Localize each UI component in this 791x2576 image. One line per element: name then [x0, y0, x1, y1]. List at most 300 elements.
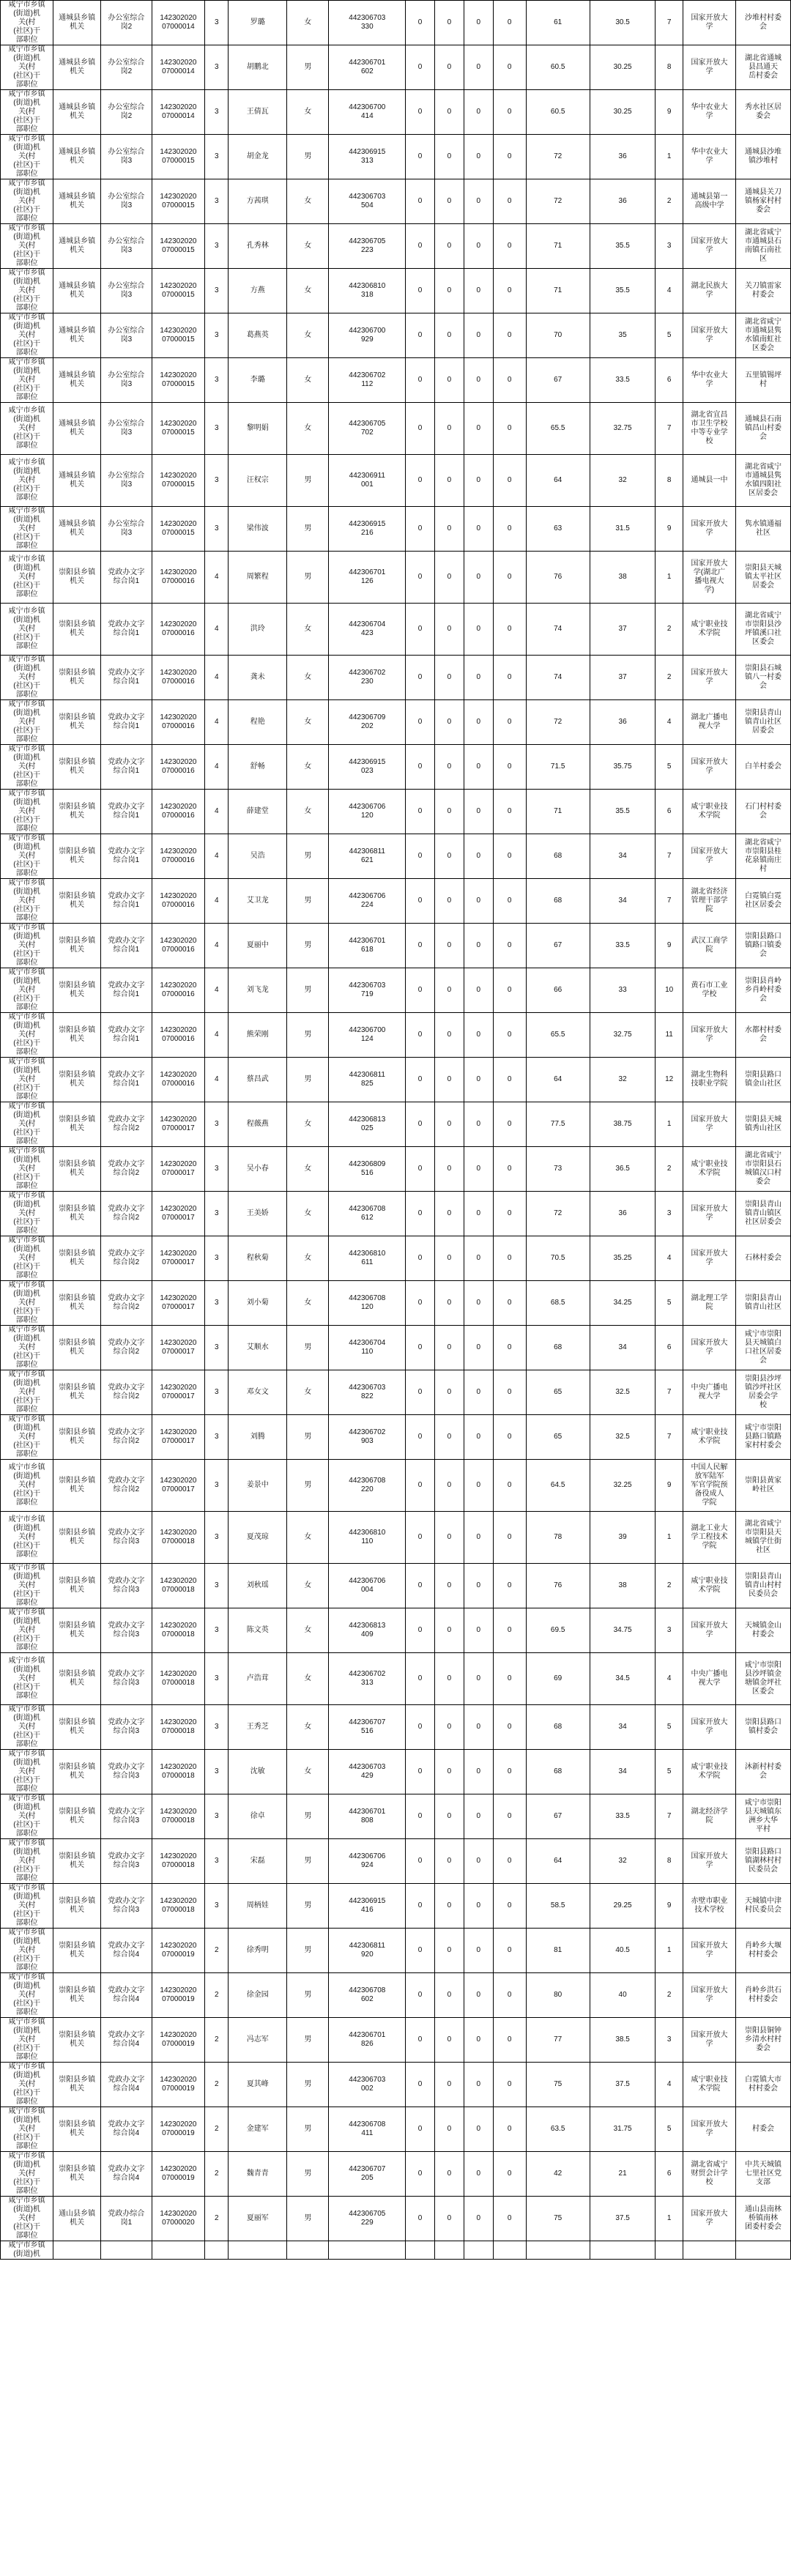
table-row [1, 1, 791, 45]
exam-id-cell: 442306703 429 [329, 1750, 406, 1794]
gender-cell: 男 [287, 1839, 329, 1884]
weighted-score-cell: 37.5 [590, 2063, 656, 2107]
department-cell: 崇阳县乡镇 机关 [53, 745, 101, 790]
score-d-cell: 0 [493, 1192, 526, 1236]
rank-cell: 8 [656, 455, 683, 507]
hire-count-cell: 3 [205, 1653, 229, 1705]
written-score-cell: 77 [526, 2018, 590, 2063]
score-c-cell: 0 [464, 1608, 493, 1653]
exam-id-cell: 442306813 409 [329, 1608, 406, 1653]
department-cell: 崇阳县乡镇 机关 [53, 1884, 101, 1929]
score-d-cell: 0 [493, 1415, 526, 1460]
candidate-name-cell: 程艳 [229, 700, 287, 745]
post-cell: 咸宁市乡镇 (街道)机 关(村 (社区)干 部职位 [1, 1512, 53, 1564]
work-unit-cell: 白霓镇白霓 社区居委会 [736, 879, 791, 924]
score-d-cell: 0 [493, 224, 526, 269]
exam-id-cell: 442306704 423 [329, 604, 406, 656]
exam-id-cell: 442306707 516 [329, 1705, 406, 1750]
work-unit-cell: 秀水社区居 委会 [736, 90, 791, 135]
written-score-cell: 71.5 [526, 745, 590, 790]
score-d-cell: 0 [493, 604, 526, 656]
hire-count-cell: 3 [205, 135, 229, 179]
department-cell: 通城县乡镇 机关 [53, 90, 101, 135]
work-unit-cell: 崇阳县路口 镇路口镇委 会 [736, 924, 791, 968]
weighted-score-cell: 37 [590, 604, 656, 656]
score-c-cell: 0 [464, 2018, 493, 2063]
table-row [1, 1281, 791, 1326]
position-code-cell: 142302020 07000018 [152, 1608, 204, 1653]
department-cell: 崇阳县乡镇 机关 [53, 1370, 101, 1415]
weighted-score-cell: 40 [590, 1973, 656, 2018]
post-cell: 咸宁市乡镇 (街道)机 关(村 (社区)干 部职位 [1, 1058, 53, 1102]
post-cell: 咸宁市乡镇 (街道)机 关(村 (社区)干 部职位 [1, 2018, 53, 2063]
gender-cell: 女 [287, 790, 329, 834]
score-b-cell: 0 [435, 1236, 464, 1281]
position-name-cell: 党政办文字 综合岗2 [101, 1281, 152, 1326]
score-d-cell: 0 [493, 834, 526, 879]
score-c-cell: 0 [464, 1973, 493, 2018]
position-name-cell: 党政办文字 综合岗3 [101, 1564, 152, 1608]
gender-cell: 女 [287, 1705, 329, 1750]
written-score-cell: 72 [526, 1192, 590, 1236]
position-code-cell: 142302020 07000019 [152, 2018, 204, 2063]
score-d-cell: 0 [493, 700, 526, 745]
work-unit-cell: 崇阳县黄家 岭社区 [736, 1460, 791, 1512]
department-cell: 崇阳县乡镇 机关 [53, 604, 101, 656]
position-code-cell: 142302020 07000015 [152, 455, 204, 507]
hire-count-cell: 3 [205, 1147, 229, 1192]
score-d-cell: 0 [493, 313, 526, 358]
position-name-cell: 党政办文字 综合岗3 [101, 1512, 152, 1564]
exam-id-cell: 442306915 023 [329, 745, 406, 790]
post-cell: 咸宁市乡镇 (街道)机 关(村 (社区)干 部职位 [1, 1839, 53, 1884]
rank-cell: 3 [656, 2018, 683, 2063]
exam-id-cell: 442306705 229 [329, 2197, 406, 2241]
hire-count-cell: 3 [205, 1370, 229, 1415]
post-cell: 咸宁市乡镇 (街道)机 关(村 (社区)干 部职位 [1, 1, 53, 45]
rank-cell: 5 [656, 1750, 683, 1794]
work-unit-cell: 崇阳县铜钟 乡清水村村 委会 [736, 2018, 791, 2063]
candidate-name-cell: 沈敏 [229, 1750, 287, 1794]
work-unit-cell: 咸宁市崇阳 县沙坪镇金 塘镇金坪社 区委会 [736, 1653, 791, 1705]
score-a-cell: 0 [406, 1884, 435, 1929]
weighted-score-cell: 32.75 [590, 403, 656, 455]
post-cell: 咸宁市乡镇 (街道)机 关(村 (社区)干 部职位 [1, 1884, 53, 1929]
score-b-cell: 0 [435, 403, 464, 455]
score-d-cell: 0 [493, 2063, 526, 2107]
score-a-cell: 0 [406, 269, 435, 313]
table-row [1, 1147, 791, 1192]
candidate-name-cell: 徐秀明 [229, 1929, 287, 1973]
work-unit-cell: 崇阳县青山 镇青山镇区 社区居委会 [736, 1192, 791, 1236]
score-c-cell: 0 [464, 313, 493, 358]
school-cell: 湖北经济学 院 [683, 1794, 735, 1839]
position-code-cell: 142302020 07000020 [152, 2197, 204, 2241]
exam-id-cell: 442306706 120 [329, 790, 406, 834]
weighted-score-cell: 38 [590, 1564, 656, 1608]
gender-cell: 男 [287, 1973, 329, 2018]
weighted-score-cell: 36 [590, 179, 656, 224]
work-unit-cell: 咸宁市崇阳 县天城镇白 口社区居委 会 [736, 1326, 791, 1370]
work-unit-cell: 崇阳县路口 镇金山社区 [736, 1058, 791, 1102]
candidate-name-cell: 孔秀林 [229, 224, 287, 269]
written-score-cell: 71 [526, 269, 590, 313]
table-row [1, 790, 791, 834]
candidate-name-cell: 梁伟波 [229, 507, 287, 552]
hire-count-cell: 3 [205, 1608, 229, 1653]
score-c-cell: 0 [464, 1929, 493, 1973]
post-cell: 咸宁市乡镇 (街道)机 关(村 (社区)干 部职位 [1, 1236, 53, 1281]
candidate-name-cell: 龚未 [229, 656, 287, 700]
hire-count-cell: 3 [205, 269, 229, 313]
candidate-name-cell: 徐卓 [229, 1794, 287, 1839]
school-cell: 国家开放大 学 [683, 2107, 735, 2152]
written-score-cell: 64.5 [526, 1460, 590, 1512]
score-c-cell [464, 2241, 493, 2260]
written-score-cell: 74 [526, 604, 590, 656]
table-row [1, 2063, 791, 2107]
gender-cell: 女 [287, 1, 329, 45]
school-cell: 湖北生物科 技职业学院 [683, 1058, 735, 1102]
department-cell: 崇阳县乡镇 机关 [53, 2152, 101, 2197]
table-row [1, 1705, 791, 1750]
score-a-cell: 0 [406, 403, 435, 455]
score-a-cell: 0 [406, 552, 435, 604]
department-cell: 崇阳县乡镇 机关 [53, 700, 101, 745]
position-code-cell: 142302020 07000014 [152, 45, 204, 90]
exam-id-cell: 442306703 330 [329, 1, 406, 45]
score-a-cell: 0 [406, 2018, 435, 2063]
table-row [1, 2197, 791, 2241]
position-name-cell: 党政办文字 综合岗4 [101, 2152, 152, 2197]
score-c-cell: 0 [464, 2152, 493, 2197]
score-a-cell: 0 [406, 968, 435, 1013]
written-score-cell: 66 [526, 968, 590, 1013]
score-b-cell: 0 [435, 745, 464, 790]
gender-cell: 女 [287, 1564, 329, 1608]
weighted-score-cell: 32.25 [590, 1460, 656, 1512]
table-row [1, 1512, 791, 1564]
gender-cell: 女 [287, 269, 329, 313]
candidate-name-cell: 刘小菊 [229, 1281, 287, 1326]
score-c-cell: 0 [464, 1564, 493, 1608]
gender-cell: 男 [287, 1884, 329, 1929]
written-score-cell: 70 [526, 313, 590, 358]
hire-count-cell: 3 [205, 1415, 229, 1460]
school-cell: 咸宁职业技 术学院 [683, 1147, 735, 1192]
table-row [1, 224, 791, 269]
weighted-score-cell: 36 [590, 135, 656, 179]
school-cell: 国家开放大 学(湖北广 播电视大 学) [683, 552, 735, 604]
score-c-cell: 0 [464, 507, 493, 552]
score-d-cell: 0 [493, 2197, 526, 2241]
rank-cell: 7 [656, 1370, 683, 1415]
written-score-cell: 60.5 [526, 45, 590, 90]
score-d-cell: 0 [493, 1326, 526, 1370]
hire-count-cell: 4 [205, 834, 229, 879]
exam-id-cell: 442306811 621 [329, 834, 406, 879]
written-score-cell: 68 [526, 1326, 590, 1370]
weighted-score-cell: 37.5 [590, 2197, 656, 2241]
hire-count-cell: 4 [205, 879, 229, 924]
weighted-score-cell: 36.5 [590, 1147, 656, 1192]
score-c-cell: 0 [464, 1653, 493, 1705]
score-b-cell: 0 [435, 1, 464, 45]
position-code-cell: 142302020 07000016 [152, 604, 204, 656]
department-cell: 崇阳县乡镇 机关 [53, 1147, 101, 1192]
weighted-score-cell: 37 [590, 656, 656, 700]
exam-id-cell: 442306701 602 [329, 45, 406, 90]
written-score-cell: 61 [526, 1, 590, 45]
score-a-cell: 0 [406, 1013, 435, 1058]
position-code-cell: 142302020 07000018 [152, 1564, 204, 1608]
department-cell: 通城县乡镇 机关 [53, 455, 101, 507]
school-cell: 通城县一中 [683, 455, 735, 507]
score-b-cell: 0 [435, 179, 464, 224]
hire-count-cell: 2 [205, 1973, 229, 2018]
rank-cell: 9 [656, 1884, 683, 1929]
score-a-cell: 0 [406, 135, 435, 179]
position-code-cell: 142302020 07000019 [152, 2152, 204, 2197]
score-a-cell: 0 [406, 1512, 435, 1564]
score-b-cell: 0 [435, 656, 464, 700]
post-cell: 咸宁市乡镇 (街道)机 关(村 (社区)干 部职位 [1, 90, 53, 135]
position-code-cell: 142302020 07000015 [152, 403, 204, 455]
score-c-cell: 0 [464, 1236, 493, 1281]
rank-cell: 5 [656, 745, 683, 790]
position-code-cell: 142302020 07000016 [152, 656, 204, 700]
position-code-cell: 142302020 07000016 [152, 924, 204, 968]
score-a-cell: 0 [406, 1929, 435, 1973]
work-unit-cell: 天城镇中津 村民委员会 [736, 1884, 791, 1929]
hire-count-cell: 3 [205, 90, 229, 135]
rank-cell: 8 [656, 1839, 683, 1884]
score-a-cell: 0 [406, 834, 435, 879]
score-a-cell: 0 [406, 1370, 435, 1415]
department-cell: 崇阳县乡镇 机关 [53, 1192, 101, 1236]
post-cell: 咸宁市乡镇 (街道)机 关(村 (社区)干 部职位 [1, 2152, 53, 2197]
score-d-cell: 0 [493, 1653, 526, 1705]
department-cell: 崇阳县乡镇 机关 [53, 1058, 101, 1102]
rank-cell: 12 [656, 1058, 683, 1102]
position-name-cell: 党政办综合 岗1 [101, 2197, 152, 2241]
exam-id-cell: 442306701 618 [329, 924, 406, 968]
score-a-cell: 0 [406, 1147, 435, 1192]
score-c-cell: 0 [464, 656, 493, 700]
weighted-score-cell: 38.5 [590, 2018, 656, 2063]
score-d-cell: 0 [493, 968, 526, 1013]
score-d-cell: 0 [493, 1013, 526, 1058]
candidate-name-cell: 方茜琪 [229, 179, 287, 224]
work-unit-cell: 湖北省咸宁 市通城县隽 水镇四阳社 区居委会 [736, 455, 791, 507]
score-d-cell: 0 [493, 1794, 526, 1839]
candidate-name-cell: 程薇燕 [229, 1102, 287, 1147]
department-cell: 通城县乡镇 机关 [53, 179, 101, 224]
written-score-cell: 75 [526, 2197, 590, 2241]
score-d-cell: 0 [493, 745, 526, 790]
gender-cell: 男 [287, 1058, 329, 1102]
rank-cell [656, 2241, 683, 2260]
score-d-cell: 0 [493, 90, 526, 135]
rank-cell: 4 [656, 2063, 683, 2107]
exam-id-cell: 442306708 411 [329, 2107, 406, 2152]
hire-count-cell: 3 [205, 1839, 229, 1884]
score-a-cell: 0 [406, 1102, 435, 1147]
table-row [1, 1608, 791, 1653]
score-b-cell: 0 [435, 1705, 464, 1750]
candidate-name-cell: 李璐 [229, 358, 287, 403]
post-cell: 咸宁市乡镇 (街道)机 关(村 (社区)干 部职位 [1, 1326, 53, 1370]
candidate-name-cell: 冯志军 [229, 2018, 287, 2063]
score-a-cell: 0 [406, 1058, 435, 1102]
weighted-score-cell: 31.5 [590, 507, 656, 552]
gender-cell: 女 [287, 604, 329, 656]
weighted-score-cell: 34 [590, 1326, 656, 1370]
score-a-cell: 0 [406, 879, 435, 924]
exam-id-cell: 442306702 903 [329, 1415, 406, 1460]
score-a-cell: 0 [406, 2107, 435, 2152]
written-score-cell: 63 [526, 507, 590, 552]
department-cell: 崇阳县乡镇 机关 [53, 1236, 101, 1281]
candidate-name-cell: 罗璐 [229, 1, 287, 45]
work-unit-cell: 石门村村委 会 [736, 790, 791, 834]
score-c-cell: 0 [464, 403, 493, 455]
exam-id-cell: 442306702 112 [329, 358, 406, 403]
candidate-name-cell: 夏其峰 [229, 2063, 287, 2107]
rank-cell: 4 [656, 1236, 683, 1281]
rank-cell: 2 [656, 1147, 683, 1192]
position-name-cell: 党政办文字 综合岗1 [101, 656, 152, 700]
score-c-cell: 0 [464, 1326, 493, 1370]
exam-id-cell: 442306701 808 [329, 1794, 406, 1839]
table-row [1, 1415, 791, 1460]
hire-count-cell: 3 [205, 1192, 229, 1236]
candidate-name-cell: 邓女文 [229, 1370, 287, 1415]
gender-cell: 女 [287, 1192, 329, 1236]
exam-id-cell: 442306702 313 [329, 1653, 406, 1705]
score-d-cell: 0 [493, 656, 526, 700]
table-row [1, 1013, 791, 1058]
weighted-score-cell: 40.5 [590, 1929, 656, 1973]
gender-cell: 男 [287, 552, 329, 604]
rank-cell: 4 [656, 700, 683, 745]
school-cell: 湖北省咸宁 财贸会计学 校 [683, 2152, 735, 2197]
hire-count-cell: 4 [205, 604, 229, 656]
exam-id-cell: 442306911 001 [329, 455, 406, 507]
hire-count-cell: 3 [205, 1460, 229, 1512]
department-cell: 崇阳县乡镇 机关 [53, 2018, 101, 2063]
work-unit-cell: 湖北省咸宁 市崇阳县天 城镇学仕街 社区 [736, 1512, 791, 1564]
post-cell: 咸宁市乡镇 (街道)机 关(村 (社区)干 部职位 [1, 879, 53, 924]
position-code-cell: 142302020 07000015 [152, 224, 204, 269]
rank-cell: 1 [656, 2197, 683, 2241]
position-name-cell [101, 2241, 152, 2260]
weighted-score-cell: 38.75 [590, 1102, 656, 1147]
table-row [1, 1236, 791, 1281]
post-cell: 咸宁市乡镇 (街道)机 关(村 (社区)干 部职位 [1, 552, 53, 604]
work-unit-cell: 咸宁市崇阳 县路口镇路 家村村委会 [736, 1415, 791, 1460]
position-code-cell: 142302020 07000014 [152, 90, 204, 135]
department-cell: 崇阳县乡镇 机关 [53, 656, 101, 700]
weighted-score-cell: 35.75 [590, 745, 656, 790]
position-name-cell: 办公室综合 岗3 [101, 455, 152, 507]
table-row [1, 269, 791, 313]
hire-count-cell: 4 [205, 924, 229, 968]
department-cell: 通城县乡镇 机关 [53, 269, 101, 313]
school-cell: 咸宁职业技 术学院 [683, 1415, 735, 1460]
gender-cell: 女 [287, 1750, 329, 1794]
department-cell: 通山县乡镇 机关 [53, 2197, 101, 2241]
school-cell: 中央广播电 视大学 [683, 1370, 735, 1415]
weighted-score-cell: 35.5 [590, 790, 656, 834]
weighted-score-cell: 35 [590, 313, 656, 358]
exam-id-cell: 442306810 110 [329, 1512, 406, 1564]
exam-id-cell: 442306810 611 [329, 1236, 406, 1281]
weighted-score-cell: 34 [590, 834, 656, 879]
score-b-cell: 0 [435, 1750, 464, 1794]
hire-count-cell: 3 [205, 358, 229, 403]
gender-cell: 男 [287, 924, 329, 968]
position-name-cell: 党政办文字 综合岗1 [101, 1058, 152, 1102]
gender-cell: 女 [287, 1608, 329, 1653]
school-cell: 华中农业大 学 [683, 90, 735, 135]
score-d-cell: 0 [493, 1460, 526, 1512]
department-cell [53, 2241, 101, 2260]
exam-id-cell: 442306811 920 [329, 1929, 406, 1973]
post-cell: 咸宁市乡镇 (街道)机 [1, 2241, 53, 2260]
position-name-cell: 党政办文字 综合岗1 [101, 745, 152, 790]
written-score-cell: 67 [526, 358, 590, 403]
table-row [1, 1192, 791, 1236]
hire-count-cell: 3 [205, 1705, 229, 1750]
weighted-score-cell: 30.25 [590, 45, 656, 90]
rank-cell: 9 [656, 924, 683, 968]
hire-count-cell: 4 [205, 1058, 229, 1102]
department-cell: 通城县乡镇 机关 [53, 313, 101, 358]
candidate-name-cell: 夏茂琼 [229, 1512, 287, 1564]
gender-cell: 女 [287, 745, 329, 790]
table-row [1, 90, 791, 135]
position-name-cell: 党政办文字 综合岗2 [101, 1370, 152, 1415]
gender-cell: 男 [287, 1415, 329, 1460]
score-c-cell: 0 [464, 1705, 493, 1750]
score-b-cell: 0 [435, 1512, 464, 1564]
hire-count-cell: 3 [205, 507, 229, 552]
score-d-cell: 0 [493, 2107, 526, 2152]
score-b-cell: 0 [435, 90, 464, 135]
exam-id-cell: 442306701 826 [329, 2018, 406, 2063]
candidate-name-cell: 吴小春 [229, 1147, 287, 1192]
position-code-cell: 142302020 07000017 [152, 1415, 204, 1460]
score-c-cell: 0 [464, 1794, 493, 1839]
table-row [1, 1370, 791, 1415]
exam-id-cell: 442306700 124 [329, 1013, 406, 1058]
score-d-cell [493, 2241, 526, 2260]
score-c-cell: 0 [464, 224, 493, 269]
score-d-cell: 0 [493, 1705, 526, 1750]
exam-id-cell: 442306704 110 [329, 1326, 406, 1370]
weighted-score-cell: 38 [590, 552, 656, 604]
position-code-cell: 142302020 07000019 [152, 2107, 204, 2152]
post-cell: 咸宁市乡镇 (街道)机 关(村 (社区)干 部职位 [1, 1608, 53, 1653]
position-code-cell: 142302020 07000017 [152, 1147, 204, 1192]
score-d-cell: 0 [493, 1370, 526, 1415]
table-body [1, 1, 791, 2260]
school-cell: 中央广播电 视大学 [683, 1653, 735, 1705]
table-row [1, 552, 791, 604]
hire-count-cell: 4 [205, 790, 229, 834]
score-b-cell: 0 [435, 2197, 464, 2241]
